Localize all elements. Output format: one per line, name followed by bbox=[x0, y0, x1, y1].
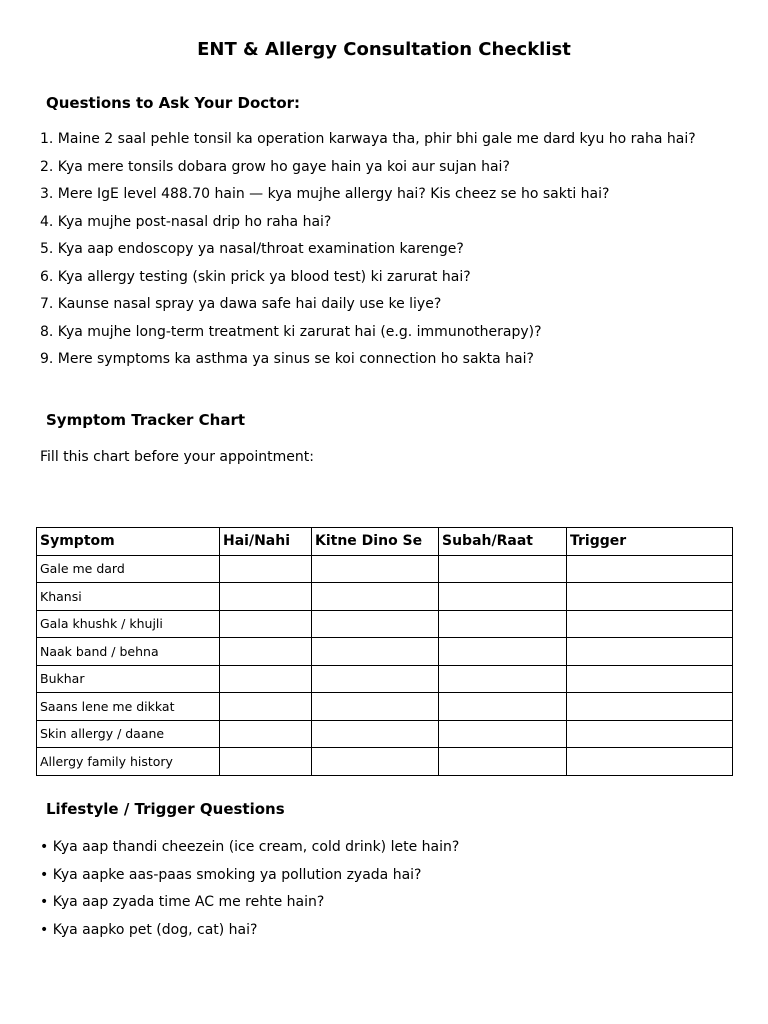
table-row bbox=[37, 748, 733, 776]
trigger-cell[interactable] bbox=[567, 610, 733, 638]
hai-nahi-cell[interactable] bbox=[220, 720, 312, 748]
lifestyle-heading: Lifestyle / Trigger Questions bbox=[46, 800, 285, 818]
symptom-cell: Khansi bbox=[37, 583, 220, 611]
question-item: 6. Kya allergy testing (skin prick ya blood test) ki zarurat hai? bbox=[40, 268, 471, 285]
trigger-cell[interactable] bbox=[567, 693, 733, 721]
questions-heading: Questions to Ask Your Doctor: bbox=[46, 94, 301, 112]
kitne-dino-se-cell[interactable] bbox=[312, 555, 439, 583]
hai-nahi-cell[interactable] bbox=[220, 555, 312, 583]
questions-list bbox=[40, 130, 740, 378]
question-item: 8. Kya mujhe long-term treatment ki zarurat hai (e.g. immunotherapy)? bbox=[40, 323, 542, 340]
kitne-dino-se-cell[interactable] bbox=[312, 610, 439, 638]
question-item: 5. Kya aap endoscopy ya nasal/throat examination karenge? bbox=[40, 241, 464, 257]
kitne-dino-se-cell[interactable] bbox=[312, 748, 439, 776]
question-item: 9. Mere symptoms ka asthma ya sinus se koi connection ho sakta hai? bbox=[40, 351, 534, 367]
table-row bbox=[37, 693, 733, 721]
tracker-intro: Fill this chart before your appointment: bbox=[40, 449, 314, 465]
table-row bbox=[37, 610, 733, 638]
table-row bbox=[37, 555, 733, 583]
hai-nahi-cell[interactable] bbox=[220, 638, 312, 666]
hai-nahi-cell[interactable] bbox=[220, 748, 312, 776]
question-item: 4. Kya mujhe post-nasal drip ho raha hai? bbox=[40, 213, 332, 230]
subah-raat-cell[interactable] bbox=[439, 555, 567, 583]
subah-raat-cell[interactable] bbox=[439, 693, 567, 721]
symptom-cell: Allergy family history bbox=[37, 748, 220, 776]
kitne-dino-se-cell[interactable] bbox=[312, 720, 439, 748]
symptom-cell: Naak band / behna bbox=[37, 638, 220, 666]
lifestyle-list bbox=[40, 838, 740, 948]
subah-raat-cell[interactable] bbox=[439, 638, 567, 666]
symptom-cell: Skin allergy / daane bbox=[37, 720, 220, 748]
subah-raat-cell[interactable] bbox=[439, 665, 567, 693]
symptom-tracker-table bbox=[36, 527, 733, 776]
column-header-trigger: Trigger bbox=[567, 528, 733, 556]
hai-nahi-cell[interactable] bbox=[220, 583, 312, 611]
kitne-dino-se-cell[interactable] bbox=[312, 693, 439, 721]
table-header-row bbox=[37, 528, 733, 556]
lifestyle-item: • Kya aapke aas-paas smoking ya pollution zyada hai? bbox=[40, 866, 422, 883]
question-item: 3. Mere IgE level 488.70 hain — kya mujhe allergy hai? Kis cheez se ho sakti hai? bbox=[40, 186, 610, 202]
page-title: ENT & Allergy Consultation Checklist bbox=[197, 39, 571, 60]
trigger-cell[interactable] bbox=[567, 720, 733, 748]
lifestyle-item: • Kya aap thandi cheezein (ice cream, cold drink) lete hain? bbox=[40, 839, 460, 855]
kitne-dino-se-cell[interactable] bbox=[312, 638, 439, 666]
column-header-hai-nahi: Hai/Nahi bbox=[220, 528, 312, 556]
question-item: 2. Kya mere tonsils dobara grow ho gaye hain ya koi aur sujan hai? bbox=[40, 158, 510, 175]
subah-raat-cell[interactable] bbox=[439, 610, 567, 638]
table-row bbox=[37, 583, 733, 611]
kitne-dino-se-cell[interactable] bbox=[312, 665, 439, 693]
lifestyle-item: • Kya aapko pet (dog, cat) hai? bbox=[40, 921, 258, 938]
column-header-symptom: Symptom bbox=[37, 528, 220, 556]
hai-nahi-cell[interactable] bbox=[220, 610, 312, 638]
tracker-heading: Symptom Tracker Chart bbox=[46, 411, 246, 429]
hai-nahi-cell[interactable] bbox=[220, 693, 312, 721]
trigger-cell[interactable] bbox=[567, 555, 733, 583]
trigger-cell[interactable] bbox=[567, 638, 733, 666]
question-item: 1. Maine 2 saal pehle tonsil ka operation karwaya tha, phir bhi gale me dard kyu ho raha hai? bbox=[40, 131, 696, 147]
symptom-cell: Saans lene me dikkat bbox=[37, 693, 220, 721]
column-header-kitne-dino-se: Kitne Dino Se bbox=[312, 528, 439, 556]
trigger-cell[interactable] bbox=[567, 748, 733, 776]
subah-raat-cell[interactable] bbox=[439, 583, 567, 611]
trigger-cell[interactable] bbox=[567, 665, 733, 693]
kitne-dino-se-cell[interactable] bbox=[312, 583, 439, 611]
subah-raat-cell[interactable] bbox=[439, 720, 567, 748]
question-item: 7. Kaunse nasal spray ya dawa safe hai daily use ke liye? bbox=[40, 296, 442, 312]
symptom-cell: Bukhar bbox=[37, 665, 220, 693]
trigger-cell[interactable] bbox=[567, 583, 733, 611]
column-header-subah-raat: Subah/Raat bbox=[439, 528, 567, 556]
symptom-cell: Gala khushk / khujli bbox=[37, 610, 220, 638]
lifestyle-item: • Kya aap zyada time AC me rehte hain? bbox=[40, 894, 325, 910]
table-row bbox=[37, 720, 733, 748]
table-row bbox=[37, 665, 733, 693]
hai-nahi-cell[interactable] bbox=[220, 665, 312, 693]
table-row bbox=[37, 638, 733, 666]
symptom-cell: Gale me dard bbox=[37, 555, 220, 583]
subah-raat-cell[interactable] bbox=[439, 748, 567, 776]
